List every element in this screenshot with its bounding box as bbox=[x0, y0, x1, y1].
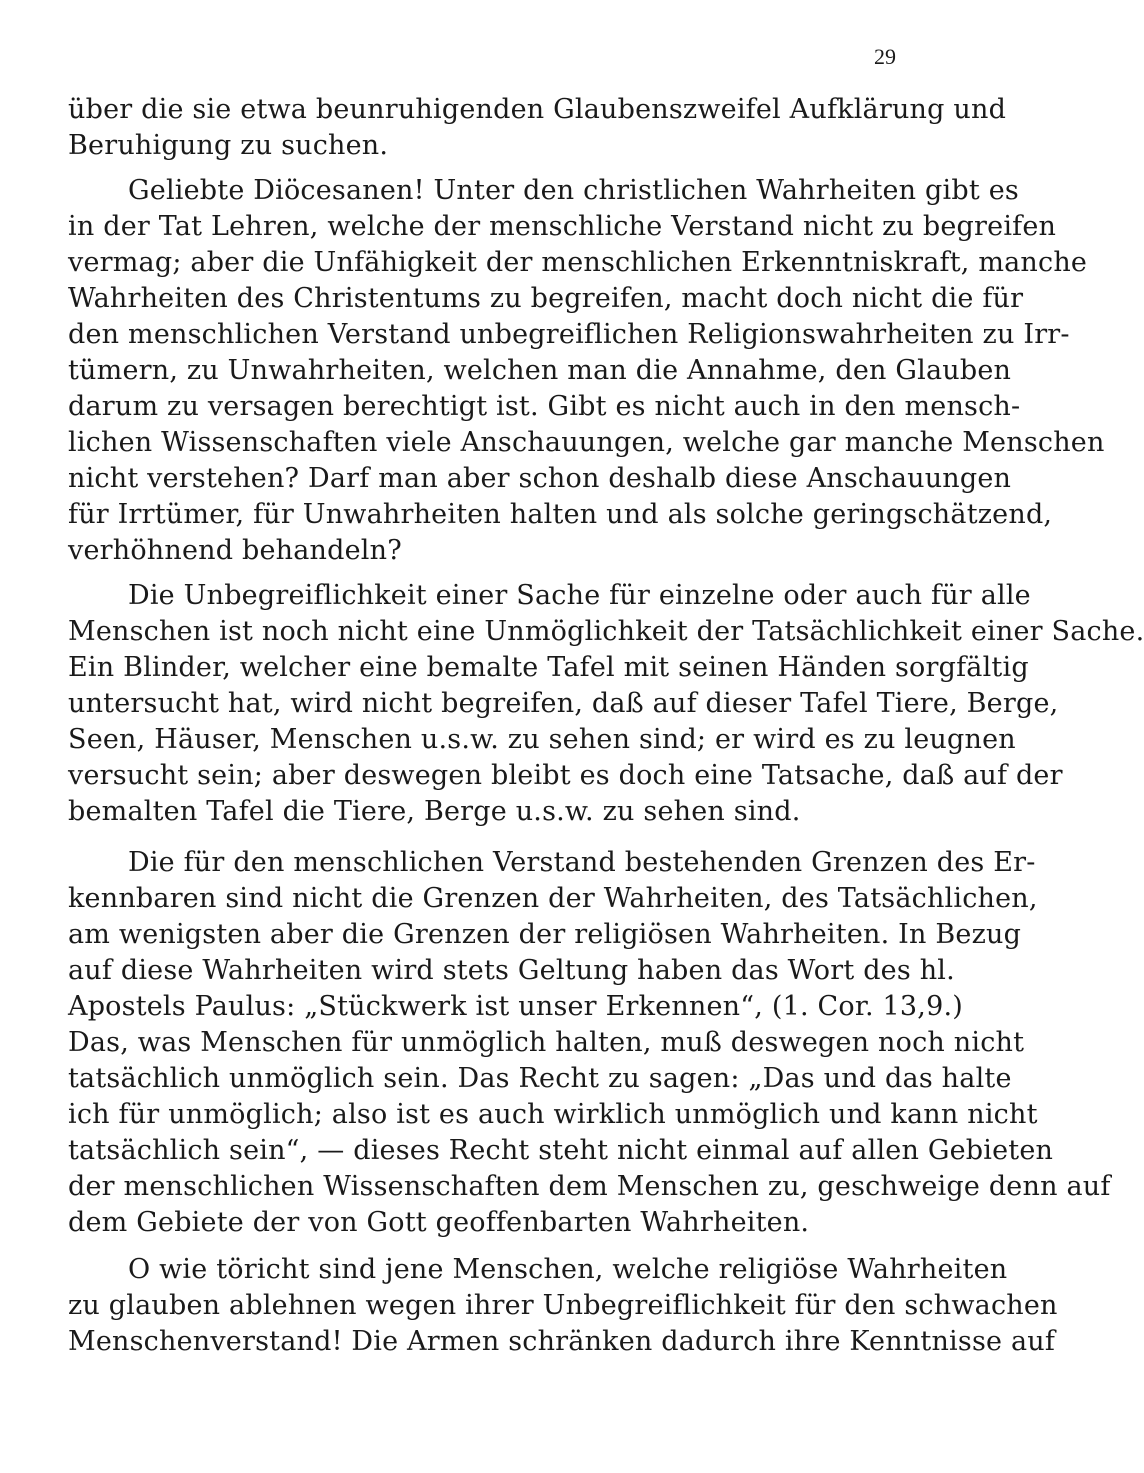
text-line: darum zu versagen berechtigt ist. Gibt es nicht auch in den mensch- bbox=[68, 391, 1021, 422]
text-line: tümern, zu Unwahrheiten, welchen man die Annahme, den Glauben bbox=[68, 355, 1012, 386]
text-line: untersucht hat, wird nicht begreifen, daß auf dieser Tafel Tiere, Berge, bbox=[68, 688, 1059, 719]
text-line: lichen Wissenschaften viele Anschauungen, welche gar manche Menschen bbox=[68, 427, 1105, 458]
text-line: tatsächlich unmöglich sein. Das Recht zu sagen: „Das und das halte bbox=[68, 1063, 1012, 1094]
text-line: kennbaren sind nicht die Grenzen der Wahrheiten, des Tatsächlichen, bbox=[68, 883, 1038, 914]
text-line: über die sie etwa beunruhigenden Glaubenszweifel Aufklärung und bbox=[68, 94, 1007, 125]
text-line: bemalten Tafel die Tiere, Berge u.s.w. zu sehen sind. bbox=[68, 796, 801, 827]
text-line: ich für unmöglich; also ist es auch wirklich unmöglich und kann nicht bbox=[68, 1099, 1038, 1130]
text-line: Das, was Menschen für unmöglich halten, muß deswegen noch nicht bbox=[68, 1027, 1025, 1058]
text-line: Apostels Paulus: „Stückwerk ist unser Erkennen“, (1. Cor. 13,9.) bbox=[68, 991, 963, 1022]
text-line: Geliebte Diöcesanen! Unter den christlichen Wahrheiten gibt es bbox=[128, 175, 1019, 206]
text-line: nicht verstehen? Darf man aber schon deshalb diese Anschauungen bbox=[68, 463, 1012, 494]
text-line: den menschlichen Verstand unbegreiflichen Religionswahrheiten zu Irr- bbox=[68, 319, 1070, 350]
text-line: Die Unbegreiflichkeit einer Sache für einzelne oder auch für alle bbox=[128, 580, 1031, 611]
text-line: Menschen ist noch nicht eine Unmöglichkeit der Tatsächlichkeit einer Sache. bbox=[68, 616, 1144, 647]
text-line: Beruhigung zu suchen. bbox=[68, 130, 389, 161]
text-line: Ein Blinder, welcher eine bemalte Tafel mit seinen Händen sorgfältig bbox=[68, 652, 1029, 683]
text-line: O wie töricht sind jene Menschen, welche religiöse Wahrheiten bbox=[128, 1254, 1008, 1285]
page-number: 29 bbox=[874, 44, 896, 69]
text-line: zu glauben ablehnen wegen ihrer Unbegreiflichkeit für den schwachen bbox=[68, 1290, 1058, 1321]
text-line: verhöhnend behandeln? bbox=[68, 535, 402, 566]
text-line: Die für den menschlichen Verstand bestehenden Grenzen des Er- bbox=[128, 847, 1036, 878]
text-line: versucht sein; aber deswegen bleibt es doch eine Tatsache, daß auf der bbox=[68, 760, 1063, 791]
text-line: vermag; aber die Unfähigkeit der menschlichen Erkenntniskraft, manche bbox=[68, 247, 1088, 278]
text-line: der menschlichen Wissenschaften dem Menschen zu, geschweige denn auf bbox=[68, 1171, 1111, 1202]
text-line: dem Gebiete der von Gott geoffenbarten Wahrheiten. bbox=[68, 1207, 810, 1238]
text-line: auf diese Wahrheiten wird stets Geltung haben das Wort des hl. bbox=[68, 955, 955, 986]
text-line: am wenigsten aber die Grenzen der religiösen Wahrheiten. In Bezug bbox=[68, 919, 1022, 950]
text-line: tatsächlich sein“, — dieses Recht steht nicht einmal auf allen Gebieten bbox=[68, 1135, 1054, 1166]
text-line: in der Tat Lehren, welche der menschliche Verstand nicht zu begreifen bbox=[68, 211, 1057, 242]
text-line: Seen, Häuser, Menschen u.s.w. zu sehen sind; er wird es zu leugnen bbox=[68, 724, 1016, 755]
text-line: für Irrtümer, für Unwahrheiten halten und als solche geringschätzend, bbox=[68, 499, 1053, 530]
text-line: Wahrheiten des Christentums zu begreifen, macht doch nicht die für bbox=[68, 283, 1024, 314]
text-line: Menschenverstand! Die Armen schränken dadurch ihre Kenntnisse auf bbox=[68, 1326, 1056, 1357]
